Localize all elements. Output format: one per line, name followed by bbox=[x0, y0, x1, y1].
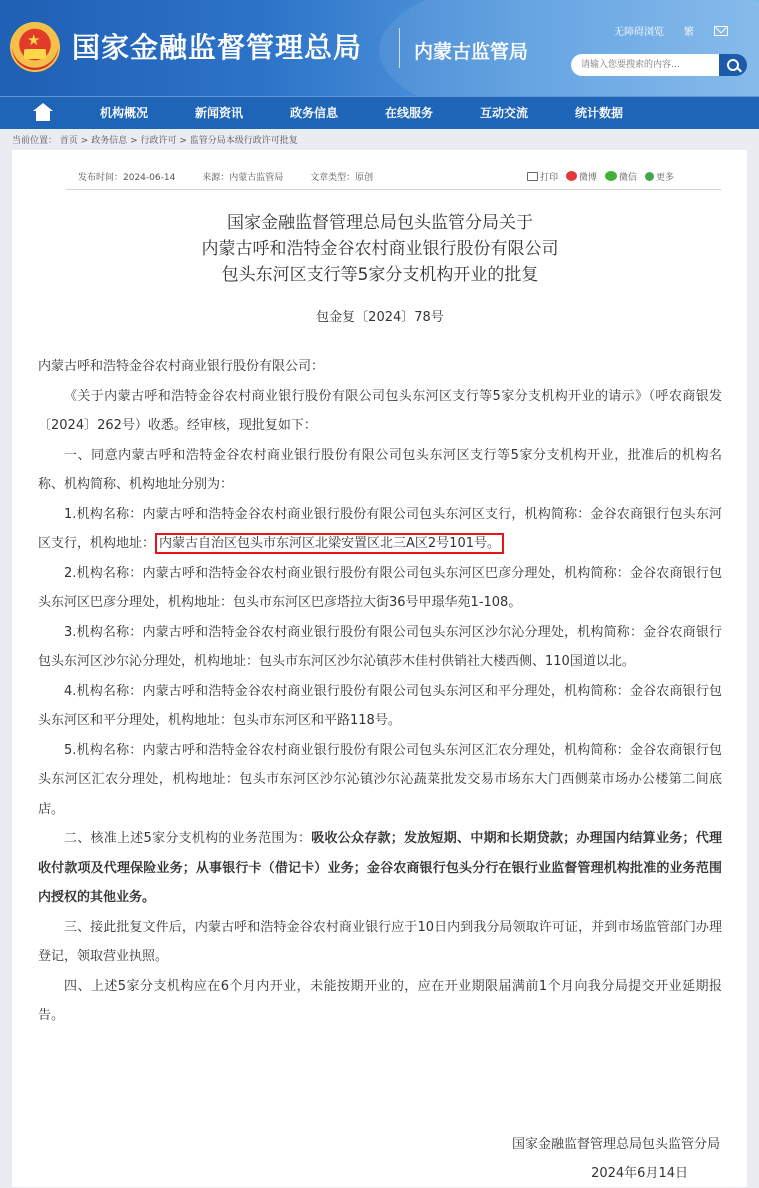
sub-bureau-title[interactable]: 内蒙古监管局 bbox=[414, 41, 529, 63]
nav-item-online-service[interactable]: 在线服务 bbox=[385, 106, 434, 120]
title-divider bbox=[399, 28, 400, 68]
traditional-chinese-link[interactable]: 繁 bbox=[684, 27, 694, 38]
wechat-icon bbox=[605, 171, 617, 181]
paragraph-license: 三、接此批复文件后，内蒙古呼和浩特金谷农村商业银行应于10日内到我分局领取许可证，并到市场监管部门办理登记，领取营业执照。 bbox=[38, 919, 722, 964]
article-type: 文章类型：原创 bbox=[310, 173, 374, 183]
paragraph-item-5: 5.机构名称：内蒙古呼和浩特金谷农村商业银行股份有限公司包头东河区汇农分理处，机构简称：金谷农商银行包头东河区汇农分理处，机构地址：包头市东河区沙尔沁镇沙尔沁蔬菜批发交易市场东大门西侧菜市场办公楼第二间底店。 bbox=[38, 742, 722, 817]
share-weibo-button[interactable]: 微博 bbox=[566, 170, 597, 183]
nav-home[interactable] bbox=[0, 97, 86, 129]
print-button[interactable]: 打印 bbox=[527, 170, 558, 183]
breadcrumb-separator: > bbox=[130, 136, 141, 146]
mail-icon[interactable] bbox=[714, 26, 728, 36]
breadcrumb-item-home[interactable]: 首页 bbox=[59, 136, 78, 146]
paragraph-item-1: 1.机构名称：内蒙古呼和浩特金谷农村商业银行股份有限公司包头东河区支行，机构简称：金谷农商银行包头东河区支行，机构地址： 内蒙古自治区包头市东河区北梁安置区北三A区2号101号。 bbox=[38, 500, 722, 559]
search-input[interactable] bbox=[571, 54, 719, 76]
nav-item-org-overview[interactable]: 机构概况 bbox=[100, 106, 149, 120]
meta-divider bbox=[66, 189, 721, 190]
paragraph-business-scope: 二、核准上述5家分支机构的业务范围为：吸收公众存款；发放短期、中期和长期贷款；办理国内结算业务；代理收付款项及代理保险业务；从事银行卡（借记卡）业务；金谷农商银行包头分行在银行业监督管理机构批准的业务范围内授权的其他业务。 bbox=[38, 831, 722, 905]
document-title bbox=[60, 210, 700, 288]
search-icon bbox=[727, 59, 739, 71]
home-icon bbox=[36, 111, 50, 121]
nav-item-interaction[interactable]: 互动交流 bbox=[480, 106, 529, 120]
article-meta bbox=[78, 170, 397, 183]
publish-time: 发布时间：2024-06-14 bbox=[78, 173, 176, 183]
breadcrumb-separator: > bbox=[179, 136, 190, 146]
document-body bbox=[38, 352, 722, 1031]
document-number: 包金复〔2024〕78号 bbox=[316, 310, 444, 325]
article-source: 来源：内蒙古监管局 bbox=[202, 173, 284, 183]
breadcrumb-item-gov-info[interactable]: 政务信息 bbox=[91, 136, 128, 146]
paragraph-approval: 一、同意内蒙古呼和浩特金谷农村商业银行股份有限公司包头东河区支行等5家分支机构开业，批准后的机构名称、机构简称、机构地址分别为： bbox=[38, 447, 722, 492]
share-bar bbox=[527, 170, 674, 183]
printer-icon bbox=[527, 172, 538, 181]
signature-block bbox=[420, 1130, 720, 1188]
gate-icon bbox=[24, 49, 46, 59]
share-wechat-button[interactable]: 微信 bbox=[605, 170, 637, 183]
title-line: 国家金融监督管理总局包头监管分局关于 bbox=[227, 213, 533, 233]
weibo-icon bbox=[566, 171, 577, 181]
search-button[interactable] bbox=[719, 54, 747, 76]
site-header bbox=[0, 0, 759, 96]
paragraph-request: 《关于内蒙古呼和浩特金谷农村商业银行股份有限公司包头东河区支行等5家分支机构开业的请示》（呼农商银发〔2024〕262号）收悉。经审核，现批复如下： bbox=[38, 388, 722, 433]
star-icon: ★ bbox=[27, 31, 41, 49]
breadcrumb-item-admin-license[interactable]: 行政许可 bbox=[140, 136, 177, 146]
top-links bbox=[614, 23, 728, 38]
addressee: 内蒙古呼和浩特金谷农村商业银行股份有限公司： bbox=[38, 359, 325, 374]
site-title[interactable]: 国家金融监督管理总局 bbox=[72, 31, 363, 64]
title-line: 包头东河区支行等5家分支机构开业的批复 bbox=[221, 265, 539, 285]
share-more-button[interactable]: 更多 bbox=[645, 170, 674, 183]
paragraph-item-3: 3.机构名称：内蒙古呼和浩特金谷农村商业银行股份有限公司包头东河区沙尔沁分理处，机构简称：金谷农商银行包头东河区沙尔沁分理处，机构地址：包头市东河区沙尔沁镇莎木佳村供销社大楼西侧、110国道以北。 bbox=[38, 624, 722, 669]
nav-item-gov-info[interactable]: 政务信息 bbox=[290, 106, 339, 120]
nav-item-news[interactable]: 新闻资讯 bbox=[195, 106, 244, 120]
breadcrumb-separator: > bbox=[80, 136, 92, 146]
paragraph-deadline: 四、上述5家分支机构应在6个月内开业，未能按期开业的，应在开业期限届满前1个月向我分局提交开业延期报告。 bbox=[38, 978, 722, 1023]
paragraph-item-4: 4.机构名称：内蒙古呼和浩特金谷农村商业银行股份有限公司包头东河区和平分理处，机构简称：金谷农商银行包头东河区和平分理处，机构地址：包头市东河区和平路118号。 bbox=[38, 683, 722, 728]
title-line: 内蒙古呼和浩特金谷农村商业银行股份有限公司 bbox=[201, 239, 559, 259]
highlighted-address: 内蒙古自治区包头市东河区北梁安置区北三A区2号101号。 bbox=[155, 533, 504, 554]
main-nav bbox=[0, 96, 759, 129]
business-scope-bold: 吸收公众存款；发放短期、中期和长期贷款；办理国内结算业务；代理收付款项及代理保险业务；从事银行卡（借记卡）业务；金谷农商银行包头分行在银行业监督管理机构批准的业务范围内授权的其他业务。 bbox=[38, 831, 722, 905]
breadcrumb-item-current[interactable]: 监管分局本级行政许可批复 bbox=[189, 136, 298, 146]
paragraph-item-2: 2.机构名称：内蒙古呼和浩特金谷农村商业银行股份有限公司包头东河区巴彦分理处，机构简称：金谷农商银行包头东河区巴彦分理处，机构地址：包头市东河区巴彦塔拉大街36号甲璟华苑1-108。 bbox=[38, 565, 722, 610]
signature-date: 2024年6月14日 bbox=[591, 1166, 688, 1181]
nav-item-statistics[interactable]: 统计数据 bbox=[575, 106, 624, 120]
breadcrumb bbox=[12, 133, 298, 146]
signature-org: 国家金融监督管理总局包头监管分局 bbox=[511, 1137, 720, 1152]
national-emblem-icon bbox=[10, 22, 60, 72]
plus-icon bbox=[645, 172, 654, 181]
accessibility-link[interactable]: 无障碍浏览 bbox=[614, 27, 664, 38]
breadcrumb-prefix: 当前位置： bbox=[12, 136, 58, 146]
